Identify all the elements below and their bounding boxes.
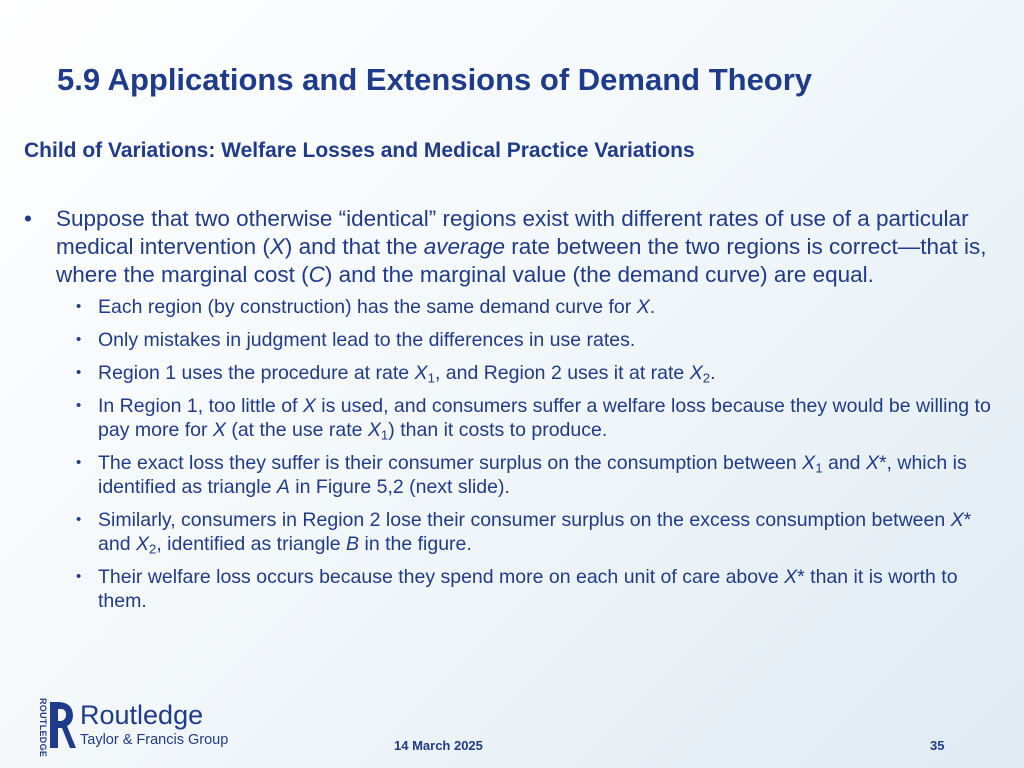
footer-date: 14 March 2025 xyxy=(394,738,483,753)
bullet-icon: • xyxy=(76,511,82,528)
sub-bullet-1: • Each region (by construction) has the same demand curve for X. xyxy=(76,296,656,318)
bullet-icon: • xyxy=(76,397,82,414)
sub-bullet-7: • Their welfare loss occurs because they spend more on each unit of care above X* than it is worth to them. xyxy=(76,566,958,612)
logo-group: Taylor & Francis Group xyxy=(80,732,229,748)
slide-subtitle: Child of Variations: Welfare Losses and Medical Practice Variations xyxy=(24,139,695,162)
slide-content xyxy=(24,205,1004,622)
logo-vertical-text: ROUTLEDGE xyxy=(38,698,48,758)
routledge-logo xyxy=(32,698,232,758)
logo-name: Routledge xyxy=(80,700,204,730)
sub-bullet-list xyxy=(24,295,1004,613)
bullet-icon: • xyxy=(24,206,32,231)
main-bullet: • Suppose that two otherwise “identical” regions exist with different rates of use of a particular medical intervention (X) and that the average rate between the two regions is correct—that is, where the marginal cost (C) and the marginal value (the demand curve) are equal. xyxy=(24,206,987,287)
bullet-icon: • xyxy=(76,454,82,471)
page-number: 35 xyxy=(930,738,945,753)
bullet-icon: • xyxy=(76,568,82,585)
bullet-icon: • xyxy=(76,298,82,315)
bullet-icon: • xyxy=(76,364,82,381)
bullet-icon: • xyxy=(76,331,82,348)
sub-bullet-2: • Only mistakes in judgment lead to the differences in use rates. xyxy=(76,329,636,351)
sub-bullet-5: • The exact loss they suffer is their consumer surplus on the consumption between $X_1$ and X*, which is identified as triangle A in Figure 5,2 (next slide). xyxy=(76,452,967,498)
slide-title: 5.9 Applications and Extensions of Demand Theory xyxy=(57,62,813,97)
sub-bullet-3: • Region 1 uses the procedure at rate $X_1$, and Region 2 uses it at rate $X_2$. xyxy=(76,362,716,386)
sub-bullet-6: • Similarly, consumers in Region 2 lose their consumer surplus on the excess consumption between X* and $X_2$, identified as triangle B in the figure. xyxy=(76,509,972,557)
sub-bullet-4: • In Region 1, too little of X is used, and consumers suffer a welfare loss because they would be willing to pay more for X (at the use rate $X_1$) than it costs to produce. xyxy=(76,395,991,443)
